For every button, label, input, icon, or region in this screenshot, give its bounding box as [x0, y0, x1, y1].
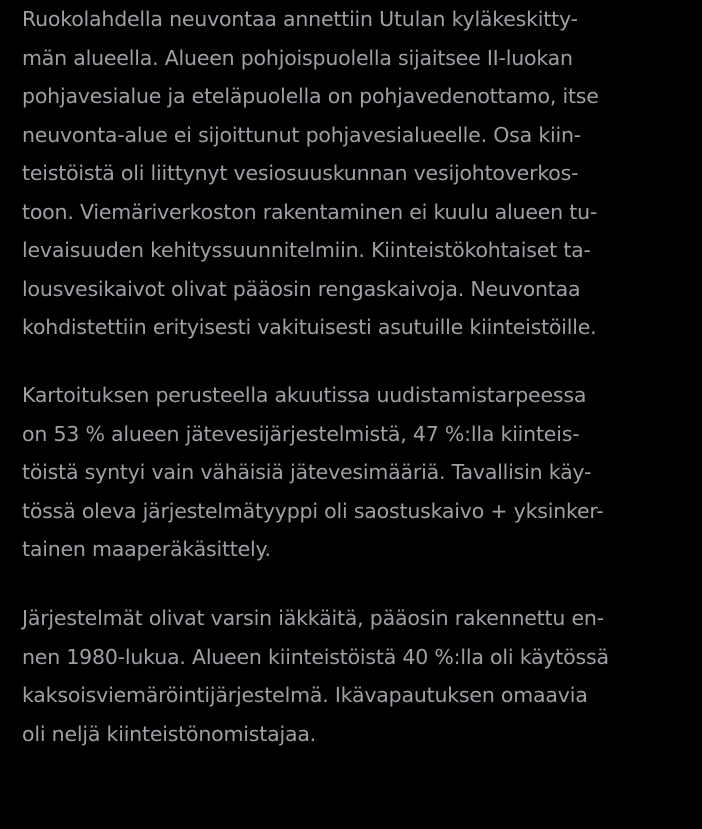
text-line: neuvonta-alue ei sijoittunut pohjavesialueelle. Osa kiin-: [22, 122, 581, 147]
text-line: Kartoituksen perusteella akuutissa uudistamistarpeessa: [22, 383, 587, 407]
text-line: toon. Viemäriverkoston rakentaminen ei kuulu alueen tu-: [22, 199, 598, 224]
text-line: pohjavesialue ja eteläpuolella on pohjavedenottamo, itse: [22, 84, 599, 108]
text-line: tössä oleva järjestelmätyyppi oli saostuskaivo + yksinker-: [22, 498, 604, 523]
text-line: levaisuuden kehityssuunnitelmiin. Kiinteistökohtaiset ta-: [22, 238, 591, 262]
text-line: kaksoisviemäröintijärjestelmä. Ikävapautuksen omaavia: [22, 683, 588, 707]
text-line: män alueella. Alueen pohjoispuolella sijaitsee II-luokan: [22, 45, 573, 70]
text-line: töistä syntyi vain vähäisiä jätevesimääriä. Tavallisin käy-: [22, 460, 592, 484]
text-line: teistöistä oli liittynyt vesiosuuskunnan vesijohtoverkos-: [22, 161, 579, 185]
text-line: tainen maaperäkäsittely.: [22, 537, 271, 561]
text-line: oli neljä kiinteistönomistajaa.: [22, 721, 317, 746]
text-line: kohdistettiin erityisesti vakituisesti asutuille kiinteistöille.: [22, 315, 597, 339]
text-line: Ruokolahdella neuvontaa annettiin Utulan kyläkeskitty-: [22, 7, 578, 31]
text-line: Järjestelmät olivat varsin iäkkäitä, pääosin rakennettu en-: [22, 606, 604, 630]
paragraph-neuvonta-alue: [22, 0, 692, 347]
text-line: nen 1980-lukua. Alueen kiinteistöistä 40 %:lla oli käytössä: [22, 644, 609, 669]
text-line: on 53 % alueen jätevesijärjestelmistä, 47 %:lla kiinteis-: [22, 421, 580, 446]
paragraph-jarjestelmat: [22, 599, 692, 753]
paragraph-kartoitus: [22, 376, 692, 569]
text-line: lousvesikaivot olivat pääosin rengaskaivoja. Neuvontaa: [22, 276, 581, 301]
